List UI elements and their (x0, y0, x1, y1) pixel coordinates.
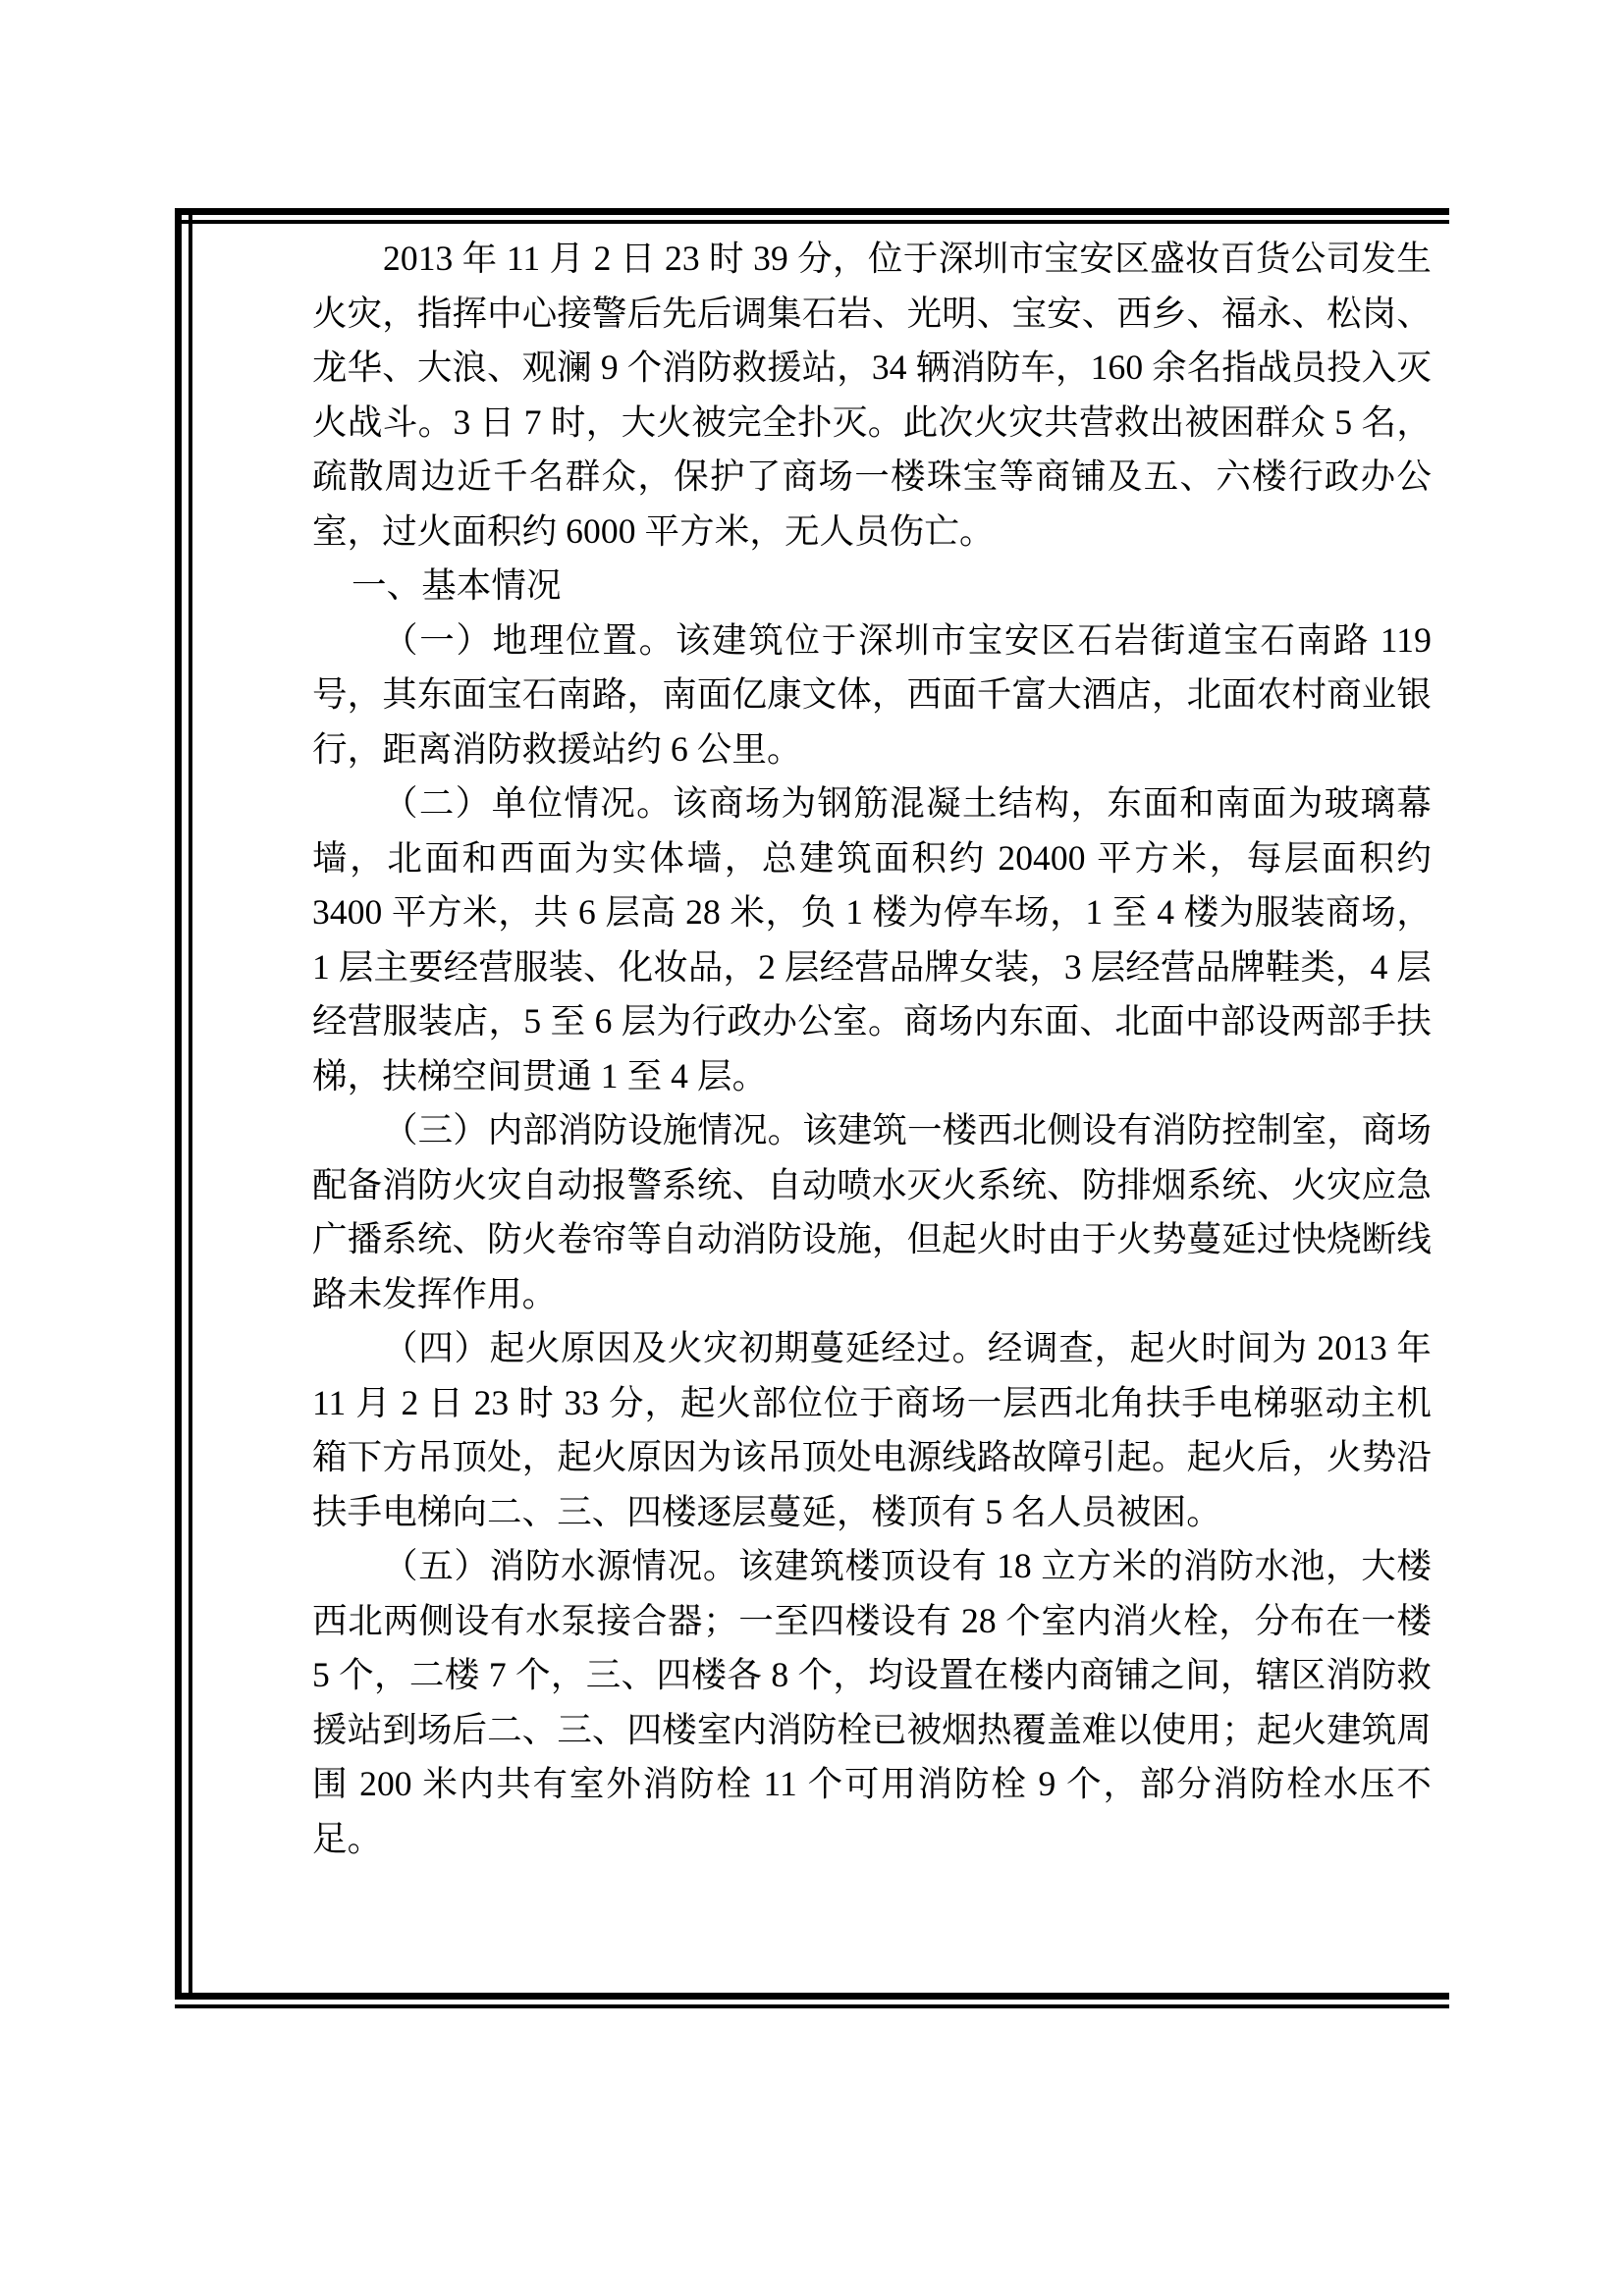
top-rule-thick (175, 208, 1449, 215)
bottom-rule-thick (175, 1993, 1449, 2000)
top-rule-thin (175, 220, 1449, 224)
paragraph-item-4: （四）起火原因及火灾初期蔓延经过。经调查，起火时间为 2013 年 11 月 2 日 23 时 33 分，起火部位位于商场一层西北角扶手电梯驱动主机箱下方吊顶处，起火原因为该吊顶处电源线路故障引起。起火后，火势沿扶手电梯向二、三、四楼逐层蔓延，楼顶有 5 名人员被困。 (312, 1328, 1432, 1531)
paragraph-item-2: （二）单位情况。该商场为钢筋混凝土结构，东面和南面为玻璃幕墙，北面和西面为实体墙，总建筑面积约 20400 平方米，每层面积约 3400 平方米，共 6 层高 28 米，负 1 楼为停车场，1 至 4 楼为服装商场，1 层主要经营服装、化妆品，2 层经营品牌女装，3 层经营品牌鞋类，4 层经营服装店，5 至 6 层为行政办公室。商场内东面、北面中部设两部手扶梯，扶梯空间贯通 1 至 4 层。 (312, 783, 1432, 1095)
paragraph-item-5: （五）消防水源情况。该建筑楼顶设有 18 立方米的消防水池，大楼西北两侧设有水泵接合器；一至四楼设有 28 个室内消火栓，分布在一楼 5 个，二楼 7 个，三、四楼各 8 个，均设置在楼内商铺之间，辖区消防救援站到场后二、三、四楼室内消防栓已被烟热覆盖难以使用；起火建筑周围 200 米内共有室外消防栓 11 个可用消防栓 9 个，部分消防栓水压不足。 (312, 1546, 1432, 1858)
document-body (312, 232, 1432, 1866)
left-border-rule-outer (175, 208, 182, 2000)
bottom-rule-thin (175, 2004, 1449, 2008)
bottom-border-rule (175, 1993, 1449, 2008)
left-border-rule-inner (189, 208, 192, 2000)
paragraph-item-3: （三）内部消防设施情况。该建筑一楼西北侧设有消防控制室，商场配备消防火灾自动报警系统、自动喷水灭火系统、防排烟系统、火灾应急广播系统、防火卷帘等自动消防设施，但起火时由于火势蔓延过快烧断线路未发挥作用。 (312, 1110, 1433, 1313)
paragraph-item-1: （一）地理位置。该建筑位于深圳市宝安区石岩街道宝石南路 119 号，其东面宝石南路，南面亿康文体，西面千富大酒店，北面农村商业银行，距离消防救援站约 6 公里。 (312, 619, 1432, 769)
heading-section-1: 一、基本情况 (352, 565, 562, 605)
paragraph-intro: 2013 年 11 月 2 日 23 时 39 分，位于深圳市宝安区盛妆百货公司发生火灾，指挥中心接警后先后调集石岩、光明、宝安、西乡、福永、松岗、龙华、大浪、观澜 9 个消防救援站，34 辆消防车，160 余名指战员投入灭火战斗。3 日 7 时，大火被完全扑灭。此次火灾共营救出被困群众 5 名，疏散周边近千名群众，保护了商场一楼珠宝等商铺及五、六楼行政办公室，过火面积约 6000 平方米，无人员伤亡。 (312, 239, 1432, 551)
top-border-rule (175, 208, 1449, 224)
